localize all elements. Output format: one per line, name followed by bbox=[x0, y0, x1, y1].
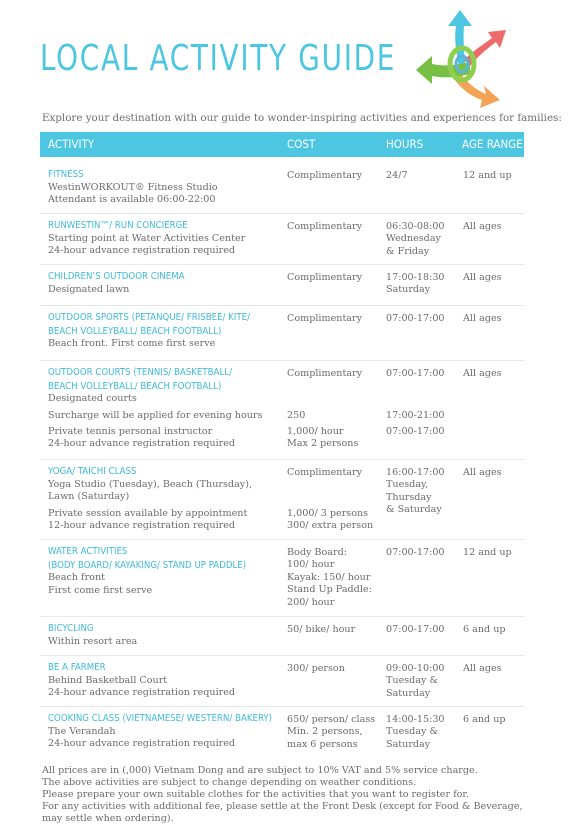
activity-cell bbox=[48, 622, 280, 648]
age-cell bbox=[463, 368, 523, 380]
hours-cell-line: 17:00-21:00 bbox=[386, 410, 445, 421]
row-divider bbox=[40, 539, 524, 540]
row-divider bbox=[40, 360, 524, 361]
hours-cell-line: 24/7 bbox=[386, 170, 408, 181]
hours-cell-line: 07:00-17:00 bbox=[386, 547, 445, 558]
cost-cell-line: 1,000/ 3 persons bbox=[287, 508, 369, 519]
activity-detail: Beach front bbox=[48, 572, 105, 584]
hours-cell-line: Wednesday bbox=[386, 233, 441, 245]
activity-name: WATER ACTIVITIES bbox=[48, 546, 128, 557]
header-hours: HOURS bbox=[386, 137, 424, 151]
hours-cell bbox=[386, 663, 460, 700]
activity-name: COOKING CLASS (VIETNAMESE/ WESTERN/ BAKERY) bbox=[48, 713, 272, 724]
activity-name: BE A FARMER bbox=[48, 662, 106, 673]
cost-cell bbox=[287, 426, 382, 451]
activity-detail: Starting point at Water Activities Center bbox=[48, 232, 246, 244]
cost-cell-line: Complimentary bbox=[287, 467, 363, 478]
cost-cell-line: Max 2 persons bbox=[287, 438, 359, 450]
cost-cell-line: Complimentary bbox=[287, 368, 363, 379]
activity-name: BICYCLING bbox=[48, 623, 94, 634]
row-divider bbox=[40, 213, 524, 214]
hours-cell-line: Saturday bbox=[386, 284, 431, 296]
cost-cell-line: 200/ hour bbox=[287, 596, 335, 608]
activity-cell bbox=[48, 661, 280, 699]
cost-cell bbox=[287, 170, 382, 182]
activity-detail: First come first serve bbox=[48, 584, 153, 596]
hours-cell bbox=[386, 467, 460, 517]
activity-detail: 24-hour advance registration required bbox=[48, 687, 236, 698]
activity-detail-line: Private session available by appointment bbox=[48, 508, 248, 519]
hours-cell bbox=[386, 221, 460, 258]
hours-cell-line: Tuesday & bbox=[386, 726, 439, 738]
activity-detail: 24-hour advance registration required bbox=[48, 245, 236, 256]
activity-detail-line: Surcharge will be applied for evening hours bbox=[48, 410, 263, 421]
cost-cell-line: Min. 2 persons, bbox=[287, 726, 363, 738]
cost-cell-line: Complimentary bbox=[287, 313, 363, 324]
cost-cell bbox=[287, 547, 382, 609]
hours-cell-line: Thursday bbox=[386, 491, 432, 503]
cost-cell bbox=[287, 410, 382, 422]
activity-detail-line: 12-hour advance registration required bbox=[48, 520, 236, 532]
hours-cell-line: 17:00-18:30 bbox=[386, 272, 445, 283]
age-cell bbox=[463, 272, 523, 284]
intro-text: Explore your destination with our guide to wonder-inspiring activities and experiences for families: bbox=[42, 112, 562, 124]
age-cell bbox=[463, 547, 523, 559]
row-divider bbox=[40, 264, 524, 265]
age-cell bbox=[463, 313, 523, 325]
row-divider bbox=[40, 655, 524, 656]
hours-cell bbox=[386, 313, 460, 325]
cost-cell-line: Kayak: 150/ hour bbox=[287, 571, 371, 583]
cost-cell-line: Complimentary bbox=[287, 272, 363, 283]
cost-cell bbox=[287, 467, 382, 479]
hours-cell-line: & Saturday bbox=[386, 504, 442, 516]
activity-cell bbox=[48, 545, 280, 597]
cost-cell-line: 300/ extra person bbox=[287, 520, 374, 532]
cost-cell-line: Stand Up Paddle: bbox=[287, 584, 372, 596]
header-cost: COST bbox=[287, 137, 316, 151]
activity-detail: Lawn (Saturday) bbox=[48, 491, 130, 502]
cost-cell bbox=[287, 272, 382, 284]
activity-name: OUTDOOR COURTS (TENNIS/ BASKETBALL/ bbox=[48, 367, 232, 378]
age-cell-line: 12 and up bbox=[463, 547, 512, 558]
activity-detail bbox=[48, 410, 280, 422]
cost-cell-line: 100/ hour bbox=[287, 559, 335, 571]
age-cell-line: 6 and up bbox=[463, 714, 506, 725]
activity-detail: 24-hour advance registration required bbox=[48, 738, 236, 749]
cost-cell-line: Complimentary bbox=[287, 221, 363, 232]
cost-cell-line: 300/ person bbox=[287, 663, 345, 674]
age-cell-line: All ages bbox=[463, 663, 502, 674]
hours-cell-line: Tuesday, bbox=[386, 479, 429, 491]
page-title: LOCAL ACTIVITY GUIDE bbox=[40, 38, 397, 79]
activity-detail: Beach front. First come first serve bbox=[48, 338, 216, 350]
activity-name: YOGA/ TAICHI CLASS bbox=[48, 466, 137, 477]
cost-cell-line: Complimentary bbox=[287, 170, 363, 181]
hours-cell-line: 07:00-17:00 bbox=[386, 624, 445, 635]
cost-cell bbox=[287, 663, 382, 675]
hours-cell-line: 07:00-17:00 bbox=[386, 313, 445, 324]
activity-cell bbox=[48, 270, 280, 296]
footer-line: For any activities with additional fee, please settle at the Front Desk (except for Food & Beverage, bbox=[42, 801, 523, 812]
activity-detail: Designated courts bbox=[48, 393, 137, 405]
cost-cell-line: 250 bbox=[287, 410, 306, 421]
header-activity: ACTIVITY bbox=[48, 137, 95, 151]
activity-detail: WestinWORKOUT® Fitness Studio bbox=[48, 181, 218, 193]
age-cell bbox=[463, 170, 523, 182]
cost-cell-line: 50/ bike/ hour bbox=[287, 624, 356, 635]
hours-cell-line: Tuesday & bbox=[386, 675, 439, 687]
cost-cell-line: 1,000/ hour bbox=[287, 426, 344, 437]
hours-cell bbox=[386, 368, 460, 380]
activity-name: FITNESS bbox=[48, 169, 84, 180]
age-cell bbox=[463, 624, 523, 636]
activity-cell bbox=[48, 168, 280, 206]
age-cell-line: 6 and up bbox=[463, 624, 506, 635]
age-cell-line: All ages bbox=[463, 368, 502, 379]
cost-cell bbox=[287, 368, 382, 380]
hours-cell-line: & Friday bbox=[386, 245, 430, 257]
activity-cell bbox=[48, 219, 280, 257]
hours-cell-line: Saturday bbox=[386, 738, 431, 750]
activity-detail: Yoga Studio (Tuesday), Beach (Thursday), bbox=[48, 478, 253, 490]
hours-cell-line: Saturday bbox=[386, 687, 431, 699]
age-cell bbox=[463, 663, 523, 675]
activity-name: (BODY BOARD/ KAYAKING/ STAND UP PADDLE) bbox=[48, 559, 247, 571]
hours-cell-line: 07:00-17:00 bbox=[386, 368, 445, 379]
activity-detail-line: Private tennis personal instructor bbox=[48, 426, 213, 437]
activity-name: BEACH VOLLEYBALL/ BEACH FOOTBALL) bbox=[48, 325, 222, 337]
cost-cell bbox=[287, 221, 382, 233]
age-cell-line: All ages bbox=[463, 467, 502, 478]
row-divider bbox=[40, 459, 524, 460]
activity-name: BEACH VOLLEYBALL/ BEACH FOOTBALL) bbox=[48, 380, 222, 392]
age-cell bbox=[463, 467, 523, 479]
footer-line: Please prepare your own suitable clothes for the activities that you want to register for. bbox=[42, 789, 470, 800]
footer-notes bbox=[42, 765, 542, 825]
hours-cell bbox=[386, 170, 460, 182]
age-cell-line: All ages bbox=[463, 313, 502, 324]
hours-cell bbox=[386, 547, 460, 559]
hours-cell bbox=[386, 624, 460, 636]
hours-cell bbox=[386, 426, 460, 438]
activity-detail: Within resort area bbox=[48, 635, 138, 647]
row-divider bbox=[40, 616, 524, 617]
cost-cell bbox=[287, 313, 382, 325]
activity-name: RUNWESTIN™/ RUN CONCIERGE bbox=[48, 220, 188, 231]
activity-detail bbox=[48, 508, 280, 533]
cost-cell-line: Body Board: bbox=[287, 547, 347, 558]
age-cell-line: 12 and up bbox=[463, 170, 512, 181]
activity-detail: Behind Basketball Court bbox=[48, 674, 168, 686]
age-cell bbox=[463, 714, 523, 726]
hours-cell-line: 14:00-15:30 bbox=[386, 714, 445, 725]
cost-cell-line: max 6 persons bbox=[287, 738, 358, 750]
hours-cell-line: 07:00-17:00 bbox=[386, 426, 445, 437]
activity-cell bbox=[48, 366, 280, 406]
age-cell-line: All ages bbox=[463, 221, 502, 232]
age-cell-line: All ages bbox=[463, 272, 502, 283]
activity-name: OUTDOOR SPORTS (PETANQUE/ FRISBEE/ KITE/ bbox=[48, 312, 251, 323]
activity-detail: The Verandah bbox=[48, 725, 116, 737]
activity-detail: Attendant is available 06:00-22:00 bbox=[48, 194, 216, 205]
cost-cell bbox=[287, 714, 382, 751]
row-divider bbox=[40, 305, 524, 306]
hours-cell bbox=[386, 714, 460, 751]
footer-line: The above activities are subject to change depending on weather conditions. bbox=[42, 777, 417, 788]
activity-cell bbox=[48, 311, 280, 351]
activity-detail-line: 24-hour advance registration required bbox=[48, 438, 236, 450]
activity-cell bbox=[48, 712, 280, 750]
activity-detail bbox=[48, 426, 280, 451]
header-age-range: AGE RANGE bbox=[462, 137, 523, 151]
hours-cell bbox=[386, 272, 460, 297]
footer-line: All prices are in (,000) Vietnam Dong and are subject to 10% VAT and 5% service charge. bbox=[42, 765, 478, 776]
age-cell bbox=[463, 221, 523, 233]
cost-cell bbox=[287, 624, 382, 636]
hours-cell-line: 06:30-08:00 bbox=[386, 221, 445, 232]
activity-detail: Designated lawn bbox=[48, 283, 130, 295]
hours-cell-line: 16:00-17:00 bbox=[386, 467, 445, 478]
hours-cell-line: 09:00-10:00 bbox=[386, 663, 445, 674]
footer-line: may settle when ordering). bbox=[42, 813, 174, 824]
activity-cell bbox=[48, 465, 280, 503]
hours-cell bbox=[386, 410, 460, 422]
cost-cell bbox=[287, 508, 382, 533]
activity-name: CHILDREN’S OUTDOOR CINEMA bbox=[48, 271, 185, 282]
row-divider bbox=[40, 706, 524, 707]
cost-cell-line: 650/ person/ class bbox=[287, 714, 376, 725]
